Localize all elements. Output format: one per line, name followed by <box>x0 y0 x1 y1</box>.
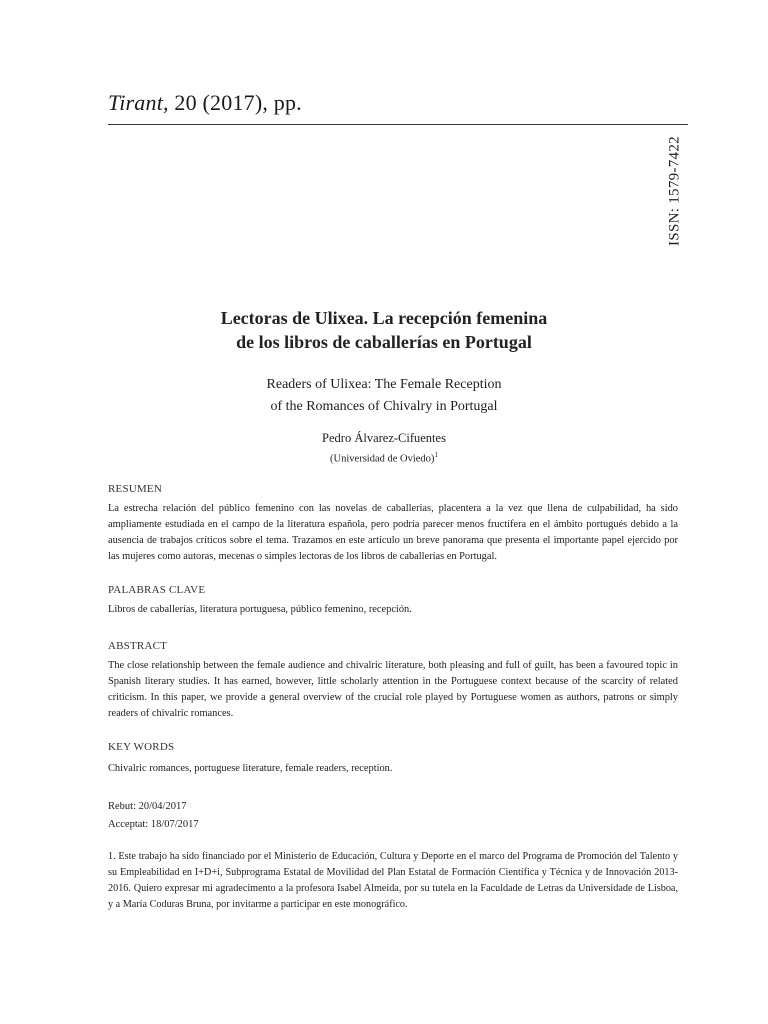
abstract-label: ABSTRACT <box>108 640 168 652</box>
author-name: Pedro Álvarez-Cifuentes <box>322 431 446 445</box>
resumen-label: RESUMEN <box>108 483 162 495</box>
footnote-mark: 1 <box>434 451 438 459</box>
palabras-clave-label: PALABRAS CLAVE <box>108 584 206 596</box>
subtitle-line-1: Readers of Ulixea: The Female Reception <box>266 377 502 392</box>
article-dates <box>108 798 199 834</box>
issn-text: ISSN: 1579-7422 <box>666 136 683 246</box>
key-words-label: KEY WORDS <box>108 741 175 753</box>
affiliation-text: (Universidad de Oviedo) <box>330 453 435 465</box>
journal-name: Tirant, <box>108 90 169 115</box>
footnote: 1. Este trabajo ha sido financiado por el Ministerio de Educación, Cultura y Deporte en el marco del Programa de Promoción del Talento y su Empleabilidad en I+D+i, Subprograma Estatal de Movilidad del Plan Estatal de Formación Científica y Técnica y de Innovación 2013-2016. Quiero expresar mi agradecimento a la profesora Isabel Almeida, por su tutela en la Faculdade de Letras da Universidade de Lisboa, y a María Coduras Bruna, por invitarme a participar en este monográfico. <box>108 851 678 910</box>
journal-issue: 20 (2017), pp. <box>174 90 302 115</box>
issn-vertical <box>663 130 687 252</box>
abstract-text: The close relationship between the female audience and chivalric literature, both pleasing and full of guilt, has been a favoured topic in Spanish literary studies. It has earned, however, little scholarly attention in the Portuguese context because of the scarcity of related criticism. In this paper, we provide a general overview of the crucial role played by Portuguese women as authors, patrons or simply readers of chivalric romances. <box>108 660 678 719</box>
resumen-text: La estrecha relación del público femenino con las novelas de caballerías, placentera a la vez que llena de culpabilidad, ha sido ampliamente estudiada en el campo de la literatura española, pero podría parecer menos fructífera en el ámbito portugués debido a la ausencia de trabajos críticos sobre el tema. Trazamos en este artículo un breve panorama que presenta el importante papel ejercido por las mujeres como autoras, mecenas o simples lectoras de los libros de caballerías en Portugal. <box>108 503 678 562</box>
journal-header <box>108 90 302 116</box>
received-date: Rebut: 20/04/2017 <box>108 801 187 812</box>
accepted-date: Acceptat: 18/07/2017 <box>108 819 199 830</box>
article-subtitle <box>0 374 768 418</box>
key-words-text: Chivalric romances, portuguese literature, female readers, reception. <box>108 763 393 774</box>
palabras-clave-text: Libros de caballerías, literatura portuguesa, público femenino, recepción. <box>108 604 412 615</box>
title-line-2: de los libros de caballerías en Portugal <box>236 332 532 352</box>
title-line-1: Lectoras de Ulixea. La recepción femenina <box>220 308 548 328</box>
header-rule <box>108 124 688 125</box>
subtitle-line-2: of the Romances of Chivalry in Portugal <box>270 399 498 414</box>
article-title <box>0 306 768 354</box>
author-affiliation <box>0 451 768 465</box>
